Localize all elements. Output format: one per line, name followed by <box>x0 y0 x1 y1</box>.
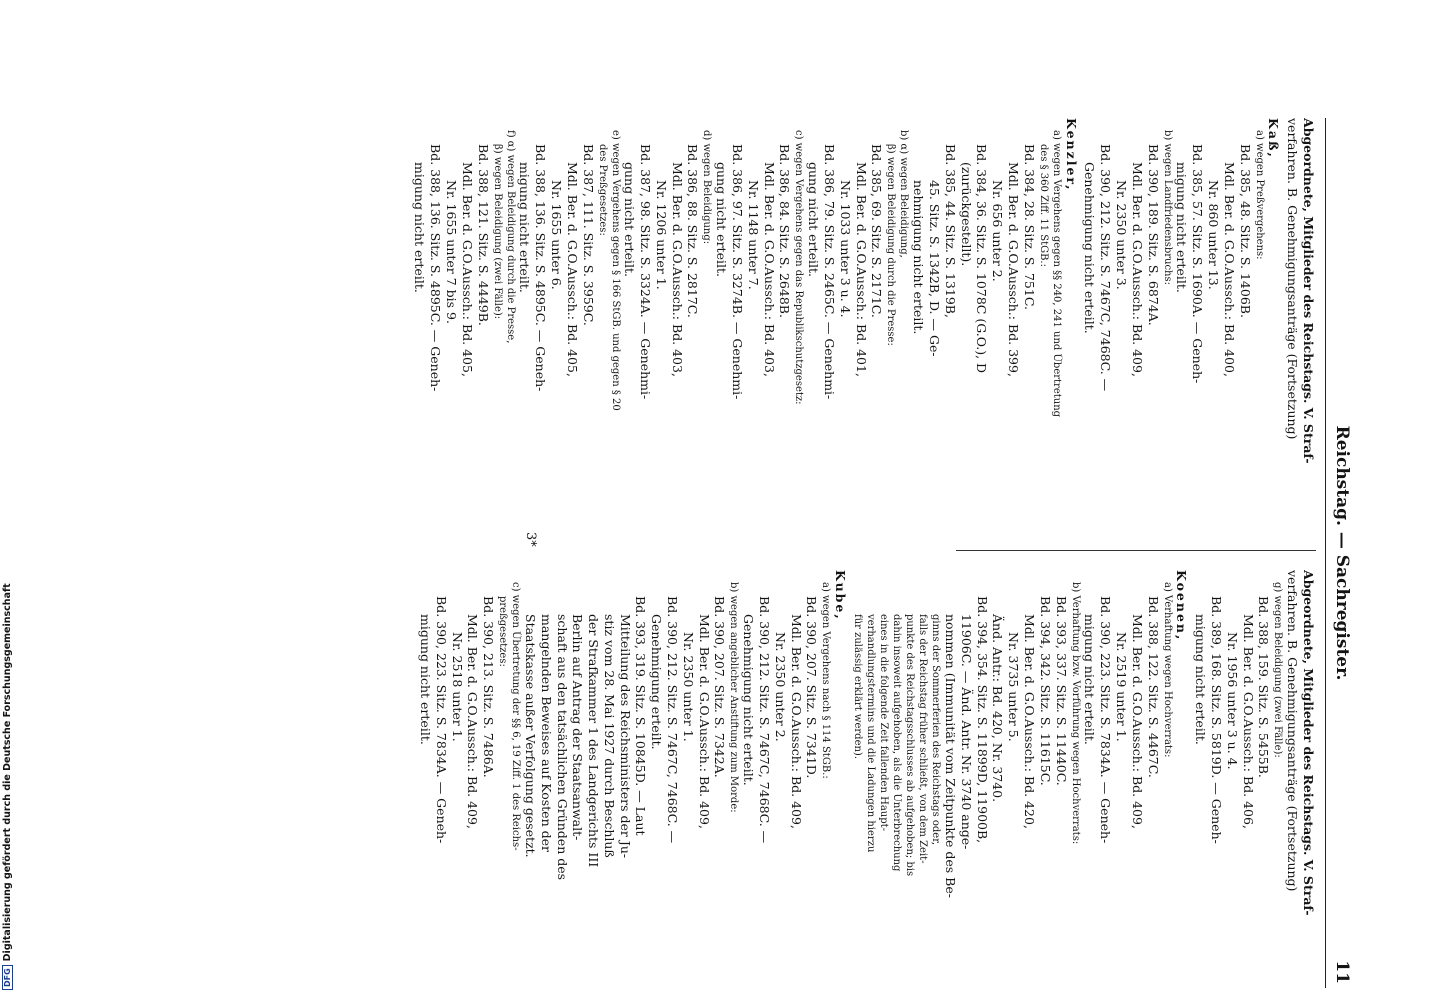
header-rule <box>1325 118 1326 988</box>
index-line: Bd. 394, 342. Sitz. S. 11615C. <box>1037 596 1053 786</box>
index-line: b) wegen Landfriedensbruchs: <box>1161 130 1173 285</box>
index-line: Mdl. Ber. d. G.O.Aussch.: Bd. 405, <box>459 162 475 377</box>
index-line: Nr. 1655 unter 7 bis 9. <box>443 180 459 324</box>
index-line: migung nicht erteilt. <box>1174 162 1190 293</box>
index-line: a) Verhaftung wegen Hochverrats: <box>1161 582 1173 758</box>
index-line: f) α) wegen Beleidigung durch die Presse, <box>504 130 516 344</box>
index-line: β) wegen Beleidigung (zwei Fälle): <box>491 144 503 320</box>
index-line: Genehmigung erteilt. <box>649 614 665 750</box>
index-line: Nr. 860 unter 13. <box>1206 180 1222 290</box>
index-line: a) wegen Vergehens nach § 114 StGB.: <box>820 582 832 779</box>
index-line: Koenen, <box>1174 570 1190 642</box>
index-line: Kenzler, <box>1063 118 1079 192</box>
index-line: Bd. 386, 79. Sitz. S. 2465C. — Genehmi- <box>822 144 838 400</box>
index-line: Bd. 390, 207. Sitz. S. 7342A. <box>712 596 728 778</box>
index-line: Abgeordnete, Mitglieder des Reichstags. V. Straf- <box>1301 118 1316 464</box>
index-line: β) wegen Beleidigung durch die Presse: <box>885 144 897 346</box>
index-line: a) wegen Vergehens gegen §§ 240, 241 und Übertretung <box>1050 130 1062 418</box>
index-line: g) wegen Beleidigung (zwei Fälle): <box>1272 582 1284 758</box>
index-line: mangelnden Beweises auf Kosten der <box>538 614 554 852</box>
index-line: Nr. 1655 unter 6. <box>548 180 564 290</box>
index-line: c) wegen Vergehens gegen das Republikschutzgesetz: <box>793 130 805 405</box>
dfg-logo-icon: DFG <box>2 965 13 990</box>
index-line: verhandlungstermins und die Ladungen hierzu <box>865 614 877 853</box>
index-line: Mdl. Ber. d. G.O.Aussch.: Bd. 409, <box>1129 162 1145 377</box>
index-line: Mdl. Ber. d. G.O.Aussch.: Bd. 406, <box>1240 614 1256 829</box>
index-line: Kaß, <box>1266 118 1282 159</box>
index-line: eines in die folgende Zeit fallenden Haupt- <box>878 614 890 832</box>
index-line: Nr. 656 unter 2. <box>990 180 1006 282</box>
index-line: Bd. 390, 223. Sitz. S. 7834A. — Geneh- <box>1098 596 1114 844</box>
index-line: Bd. 387, 98. Sitz. S. 3324A. — Genehmi- <box>638 144 654 400</box>
index-line: Staatskasse außer Verfolgung gesetzt. <box>522 614 538 858</box>
index-line: Nr. 2350 unter 1. <box>680 632 696 742</box>
index-line: Nr. 1148 unter 7. <box>745 180 761 290</box>
index-line: dahin insoweit aufgehoben, als die Unterbrechung <box>891 614 903 872</box>
index-line: Mdl. Ber. d. G.O.Aussch.: Bd. 401, <box>853 162 869 377</box>
index-line: Bd. 390, 212. Sitz. S. 7467C, 7468C. — <box>757 596 773 844</box>
index-line: b) Verhaftung bzw. Vorführung wegen Hochverrats: <box>1069 582 1081 845</box>
index-line: Bd. 390, 212. Sitz. S. 7467C, 7468C. — <box>665 596 681 844</box>
index-line: Bd. 388, 159. Sitz. S. 5455B. <box>1256 596 1272 778</box>
index-line: gung nicht erteilt. <box>806 162 822 277</box>
index-line: Bd. 393, 337. Sitz. S. 11440C. <box>1053 596 1069 786</box>
index-line: Mdl. Ber. d. G.O.Aussch.: Bd. 409, <box>696 614 712 829</box>
index-line: Bd. 384, 36. Sitz. S. 1078C (G.O.), D <box>974 144 990 374</box>
index-line: Nr. 1956 unter 3 u. 4. <box>1224 632 1240 770</box>
right-column <box>417 570 1316 970</box>
index-line: der Strafkammer 1 des Landgerichts III <box>586 614 602 868</box>
index-line: Mdl. Ber. d. G.O.Aussch.: Bd. 409, <box>788 614 804 829</box>
index-line: Nr. 2350 unter 2. <box>772 632 788 742</box>
index-line: migung nicht erteilt. <box>417 614 433 745</box>
signature-mark: 3* <box>523 532 538 547</box>
index-line: Änd. Antr.: Bd. 420, Nr. 3740. <box>990 614 1006 803</box>
index-line: e) wegen Vergehens gegen § 166 StGB. und gegen § 20 <box>609 130 621 411</box>
index-line: Nr. 2518 unter 1. <box>449 632 465 742</box>
index-line: falls der Reichstag früher schließt, von dem Zeit- <box>917 614 929 864</box>
index-line: migung nicht erteilt. <box>1193 614 1209 745</box>
index-line: Bd. 390, 223. Sitz. S. 7834A. — Geneh- <box>433 596 449 844</box>
index-line: migung nicht erteilt. <box>517 162 533 293</box>
index-line: b) α) wegen Beleidigung, <box>898 130 910 258</box>
index-line: Kube, <box>833 570 849 621</box>
index-line: Bd. 385, 44. Sitz. S. 1319B, <box>942 144 958 318</box>
document-page <box>120 118 1352 988</box>
index-line: Bd. 386, 97. Sitz. S. 3274B. — Genehmi- <box>730 144 746 400</box>
index-line: Nr. 2519 unter 1. <box>1114 632 1130 742</box>
index-line: Genehmigung nicht erteilt. <box>741 614 757 786</box>
index-line: a) wegen Preßvergehens: <box>1253 130 1265 260</box>
index-line: Bd. 385, 69. Sitz. S. 2171C. <box>869 144 885 318</box>
index-line: Bd. 389, 168. Sitz. S. 5819D. — Geneh- <box>1209 596 1225 844</box>
index-line: nehmigung nicht erteilt. <box>911 180 927 335</box>
index-line: gung nicht erteilt. <box>622 162 638 277</box>
index-line: migung nicht erteilt. <box>412 162 428 293</box>
index-line: Bd. 390, 207. Sitz. S. 7341D. <box>804 596 820 779</box>
index-line: b) wegen angeblicher Anstiftung zum Morde: <box>728 582 740 813</box>
index-line: stiz vom 28. Mai 1927 durch Beschluß <box>601 614 617 858</box>
index-line: ginns der Sommerferien des Reichstags oder, <box>930 614 942 846</box>
index-line: Mdl. Ber. d. G.O.Aussch.: Bd. 400, <box>1221 162 1237 377</box>
index-line: migung nicht erteilt. <box>1082 614 1098 745</box>
index-line: (zurückgestellt). <box>958 162 974 267</box>
index-line: Nr. 2350 unter 3. <box>1114 180 1130 290</box>
index-line: Bd. 385, 48. Sitz. S. 1406B. <box>1237 144 1253 318</box>
index-line: für zulässig erklärt werden). <box>852 614 864 760</box>
index-line: verfahren. B. Genehmigungsanträge (Fortsetzung) <box>1285 118 1301 440</box>
index-line: Mdl. Ber. d. G.O.Aussch.: Bd. 409, <box>1129 614 1145 829</box>
index-line: schaft aus den tatsächlichen Gründen des <box>554 614 570 881</box>
left-column <box>412 118 1316 518</box>
index-line: Bd. 388, 121. Sitz. S. 4449B. <box>475 144 491 326</box>
digitization-credit <box>2 583 16 990</box>
index-line: Bd. 385, 57. Sitz. S. 1690A. — Geneh- <box>1190 144 1206 384</box>
column-divider <box>956 550 1316 551</box>
credit-text: Digitalisierung gefördert durch die Deutsche Forschungsgemeinschaft <box>2 583 13 962</box>
index-line: Mdl. Ber. d. G.O.Aussch.: Bd. 409, <box>465 614 481 829</box>
index-line: d) wegen Beleidigung: <box>701 130 713 245</box>
index-line: verfahren. B. Genehmigungsanträge (Fortsetzung) <box>1285 570 1301 892</box>
index-line: Nr. 1033 unter 3 u. 4. <box>837 180 853 318</box>
index-line: Bd. 387, 111. Sitz. S. 3959C. <box>580 144 596 326</box>
index-line: Bd. 390, 213. Sitz. S. 7486A. <box>481 596 497 778</box>
running-title: Reichstag. — Sachregister. <box>1332 425 1352 681</box>
index-line: Bd. 394, 354. Sitz. S. 11899D, 11900B, <box>974 596 990 844</box>
index-line: Mdl. Ber. d. G.O.Aussch.: Bd. 420, <box>1022 614 1038 829</box>
index-line: 11906C. — Änd. Antr. Nr. 3740 ange- <box>958 614 974 850</box>
running-header <box>1330 118 1352 988</box>
index-line: Bd. 390, 212. Sitz. S. 7467C, 7468C. — <box>1098 144 1114 392</box>
index-line: Bd. 388, 122. Sitz. S. 4467C. <box>1145 596 1161 778</box>
index-line: Nr. 3735 unter 5. <box>1006 632 1022 742</box>
index-line: Nr. 1206 unter 1. <box>653 180 669 290</box>
index-line: des § 360 Ziff. 11 StGB.: <box>1037 144 1049 267</box>
index-line: preßgesetzes: <box>497 596 509 667</box>
index-line: Mdl. Ber. d. G.O.Aussch.: Bd. 399, <box>1006 162 1022 377</box>
index-line: Berlin auf Antrag der Staatsanwalt- <box>570 614 586 841</box>
index-line: nommen (Immunität vom Zeitpunkte des Be- <box>943 614 959 898</box>
index-line: Mdl. Ber. d. G.O.Aussch.: Bd. 403, <box>761 162 777 377</box>
index-line: Bd. 386, 88. Sitz. S. 2817C. <box>685 144 701 318</box>
index-line: Mitteilung des Reichsministers der Ju- <box>617 614 633 859</box>
index-line: c) wegen Übertretung der §§ 6, 19 Ziff. 1 des Reichs- <box>510 582 522 851</box>
index-line: Genehmigung nicht erteilt. <box>1082 162 1098 334</box>
index-line: Bd. 388, 136. Sitz. S. 4895C. — Geneh- <box>428 144 444 392</box>
index-line: punkte des Reichstagsschlusses ab aufgehoben; bis <box>904 614 916 877</box>
index-line: Bd. 390, 189. Sitz. S. 6874A. <box>1145 144 1161 326</box>
index-line: Bd. 384, 28. Sitz. S. 751C. <box>1021 144 1037 310</box>
index-line: Bd. 393, 319. Sitz. S. 10845D. — Laut <box>633 596 649 836</box>
index-line: Abgeordnete, Mitglieder des Reichstags. V. Straf- <box>1301 570 1316 916</box>
index-line: Bd. 386, 84. Sitz. S. 2648B. <box>777 144 793 318</box>
page-number: 11 <box>1332 960 1352 984</box>
index-line: gung nicht erteilt. <box>714 162 730 277</box>
index-line: Mdl. Ber. d. G.O.Aussch.: Bd. 403, <box>669 162 685 377</box>
index-line: 45. Sitz. S. 1342B, D. — Ge- <box>927 180 943 357</box>
index-line: Bd. 388, 136. Sitz. S. 4895C. — Geneh- <box>533 144 549 392</box>
index-line: des Preßgesetzes: <box>596 144 608 236</box>
index-line: Mdl. Ber. d. G.O.Aussch.: Bd. 405, <box>564 162 580 377</box>
